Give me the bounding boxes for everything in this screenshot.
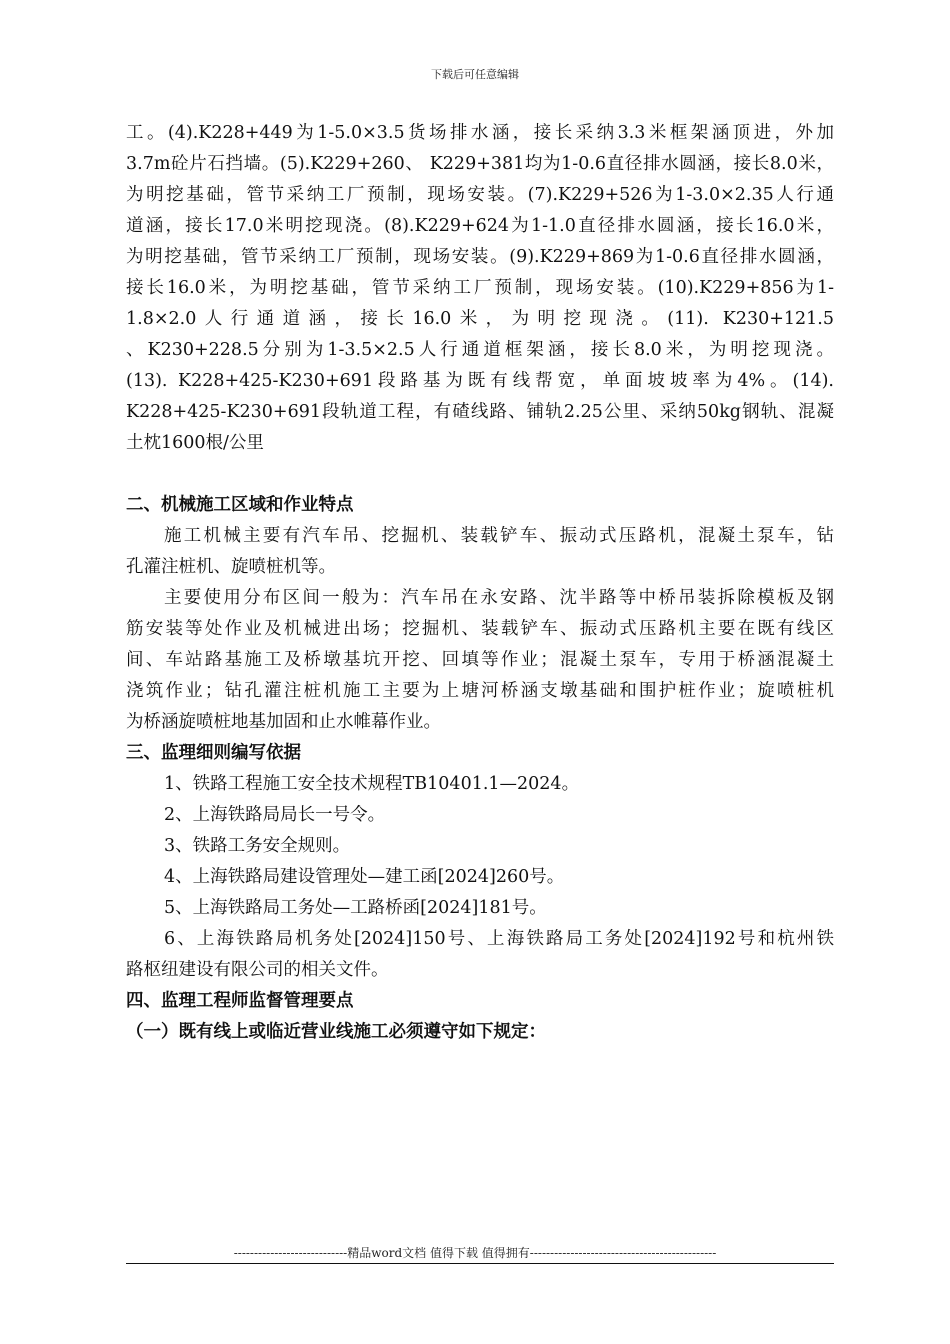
list-item: 6、上海铁路局机务处[2024]150号、上海铁路局工务处[2024]192号和杭州铁 [164, 929, 834, 949]
footer-rule [126, 1263, 834, 1264]
paragraph-line: 工。(4).K228+449为1-5.0×3.5货场排水涵，接长采纳3.3米框架涵顶进，外加 [126, 123, 834, 143]
list-item: 5、上海铁路局工务处—工路桥函[2024]181号。 [164, 898, 547, 918]
paragraph-line: 主要使用分布区间一般为：汽车吊在永安路、沈半路等中桥吊装拆除模板及钢 [164, 588, 834, 608]
paragraph-line: 为明挖基础，管节采纳工厂预制，现场安装。(7).K229+526为1-3.0×2.35人行通 [126, 185, 834, 205]
list-item: 2、上海铁路局局长一号令。 [164, 805, 386, 825]
section-heading-3: 三、监理细则编写依据 [126, 743, 301, 763]
list-item: 4、上海铁路局建设管理处—建工函[2024]260号。 [164, 867, 565, 887]
paragraph-line: 孔灌注桩机、旋喷桩机等。 [126, 557, 336, 577]
section-heading-4: 四、监理工程师监督管理要点 [126, 991, 354, 1011]
paragraph-line: 施工机械主要有汽车吊、挖掘机、装载铲车、振动式压路机，混凝土泵车，钻 [164, 526, 834, 546]
paragraph-line: 筋安装等处作业及机械进出场；挖掘机、装载铲车、振动式压路机主要在既有线区 [126, 619, 834, 639]
paragraph-line: 为明挖基础，管节采纳工厂预制，现场安装。(9).K229+869为1-0.6直径排水圆涵， [126, 247, 834, 267]
paragraph-line: K228+425-K230+691段轨道工程，有碴线路、铺轨2.25公里、采纳50kg钢轨、混凝 [126, 402, 834, 422]
paragraph-line: 接长16.0米，为明挖基础，管节采纳工厂预制，现场安装。(10).K229+856为1- [126, 278, 834, 298]
document-body [126, 118, 834, 1048]
paragraph-line: 为桥涵旋喷桩地基加固和止水帷幕作业。 [126, 712, 441, 732]
page-header: 下载后可任意编辑 [431, 68, 519, 81]
paragraph-line: 道涵，接长17.0米明挖现浇。(8).K229+624为1-1.0直径排水圆涵，接长16.0米， [126, 216, 834, 236]
paragraph-line: 、K230+228.5分别为1-3.5×2.5人行通道框架涵，接长8.0米，为明挖现浇。 [126, 340, 834, 360]
paragraph-line: 3.7m砼片石挡墙。(5).K229+260、 K229+381均为1-0.6直径排水圆涵，接长8.0米， [126, 154, 834, 174]
blank-line [126, 459, 834, 490]
section-heading-2: 二、机械施工区域和作业特点 [126, 495, 354, 515]
paragraph-line: 浇筑作业；钻孔灌注桩机施工主要为上塘河桥涵支墩基础和围护桩作业；旋喷桩机 [126, 681, 834, 701]
paragraph-line: 1.8×2.0人行通道涵，接长16.0米，为明挖现浇。(11). K230+121.5 [126, 309, 834, 329]
list-item: 3、铁路工务安全规则。 [164, 836, 351, 856]
paragraph-line: 土枕1600根/公里 [126, 433, 264, 453]
list-item-continuation: 路枢纽建设有限公司的相关文件。 [126, 960, 389, 980]
list-item: 1、铁路工程施工安全技术规程TB10401.1—2024。 [164, 774, 580, 794]
page-footer: ----------------------------精品word文档 值得下载 值得拥有---------------------------------------------- [233, 1246, 717, 1260]
paragraph-line: (13). K228+425-K230+691段路基为既有线帮宽，单面坡坡率为4%。(14). [126, 371, 834, 391]
subsection-heading: （一）既有线上或临近营业线施工必须遵守如下规定： [126, 1022, 546, 1042]
paragraph-line: 间、车站路基施工及桥墩基坑开挖、回填等作业；混凝土泵车，专用于桥涵混凝土 [126, 650, 834, 670]
